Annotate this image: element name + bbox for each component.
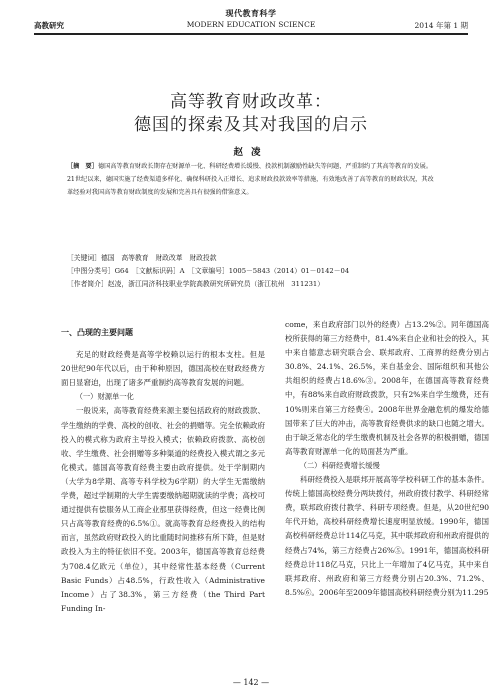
left-column	[61, 318, 265, 616]
abstract-label: ［摘 要］	[67, 163, 98, 170]
journal-header: 现代教育科学	[225, 8, 277, 18]
article-author: 赵凌	[233, 147, 269, 158]
keywords: ［关键词］德国 高等教育 财政改革 财政投款	[67, 254, 217, 262]
section-heading: 一、凸现的主要问题	[61, 328, 133, 337]
article-title-line1: 高等教育财政改革：	[170, 92, 332, 112]
abstract-text: 德国高等教育财政长期存在财源单一化、科研经费增长缓慢、投款机制激励性缺失等问题，严重制约了其高等教育的发展。21世纪以来，德国实施了经费渠道多样化、确保科研投入正增长、追求财政投款效率等措施，有效地改善了高等教育的财政状况，其改革经验对我国高等教育财政制度的发展和完善具有很强的借鉴意义。	[67, 163, 434, 196]
paragraph: come，来自政府部门以外的经费）占13.2%②。同年德国高校所获得的第三方经费中，81.4%来自企业和社会的投入，其中来自德意志研究联合会、联邦政府、工商界的经费分别占30.8%、24.1%、26.5%，来自基金会、国际组织和其他公共组织的经费占18.6%③。2008年，在德国高等教育经费中，有88%来自政府财政拨款，只有2%来自学生缴费，还有10%则来自第三方经费④。2008年世界金融危机的爆发给德国带来了巨大的冲击，高等教育经费供求的缺口也随之增大。由于缺乏常态化的学生缴费机制及社会各界的积极捐赠，德国高等教育财源单一化的局面甚为严重。	[285, 320, 489, 456]
issue-label: 2014 年第 1 期	[414, 21, 468, 30]
right-column	[285, 318, 489, 600]
paragraph: 一般说来，高等教育经费来源主要包括政府的财政拨款、学生缴纳的学费、高校的创收、社会的捐赠等。完全依赖政府投入的模式称为政府主导投入模式；依赖政府拨款、高校创收、学生缴费、社会捐赠等多种渠道的经费投入模式谓之多元化模式。德国高等教育经费主要由政府提供。处于学制期内（大学为8学期、高等专科学校为6学期）的大学生无需缴纳学费，超过学制期的大学生需要缴纳超期就读的学费；高校可通过提供有偿服务从工商企业那里获得经费，但这一经费比例只占高等教育经费的6.5%①。就高等教育总经费投入的结构而言，虽然政府财政投入的比重随时间推移有所下降，但是财政投入为主的特征依旧不变。2003年，德国高等教育总经费为708.4亿欧元（单位），其中经常性基本经费（Current Basic Funds）占48.5%，行政性收入（Administrative Income）占了38.3%，第三方经费（the Third Part Funding In-	[61, 406, 265, 613]
paragraph: 充足的财政经费是高等学校赖以运行的根本支柱。但是20世纪90年代以后，由于种种原因，德国高校在财政经费方面日显窘迫，出现了诸多严重制约高等教育发展的问题。	[61, 350, 265, 388]
header-row	[34, 20, 468, 32]
article-title-line2: 德国的探索及其对我国的启示	[134, 115, 368, 135]
page-number: — 142 —	[232, 678, 270, 687]
classification: ［中图分类号］G64 ［文献标识码］A ［文章编号］1005－5843（2014）01－0142－04	[67, 267, 350, 275]
journal-english-title: MODERN EDUCATION SCIENCE	[186, 20, 316, 29]
abstract	[67, 160, 436, 199]
paragraph: 科研经费投入是联邦开展高等学校科研工作的基本条件。传统上德国高校经费分两块拨付，州政府拨付教学、科研经常费，联邦政府拨付教学、科研专项经费。但是，从20世纪90年代开始，高校科研经费增长速度明显放缓。1990年，德国高校科研经费总计114亿马克，其中联邦政府和州政府提供的经费占74%，第三方经费占26%⑤。1991年，德国高校科研经费总计118亿马克，只比上一年增加了4亿马克，其中来自联邦政府、州政府和第三方经费分别占20.3%、71.2%、8.5%⑥。2006年至2009年德国高校科研经费分别为11.295	[285, 475, 489, 597]
header-rule	[34, 33, 468, 35]
subheading: （二）科研经费增长缓慢	[299, 460, 380, 470]
author-intro: ［作者简介］赵凌，浙江同济科技职业学院高教研究所研究员（浙江杭州 311231）	[67, 280, 325, 288]
section-label: 高教研究	[34, 21, 64, 30]
subheading: （一）财源单一化	[75, 392, 134, 402]
